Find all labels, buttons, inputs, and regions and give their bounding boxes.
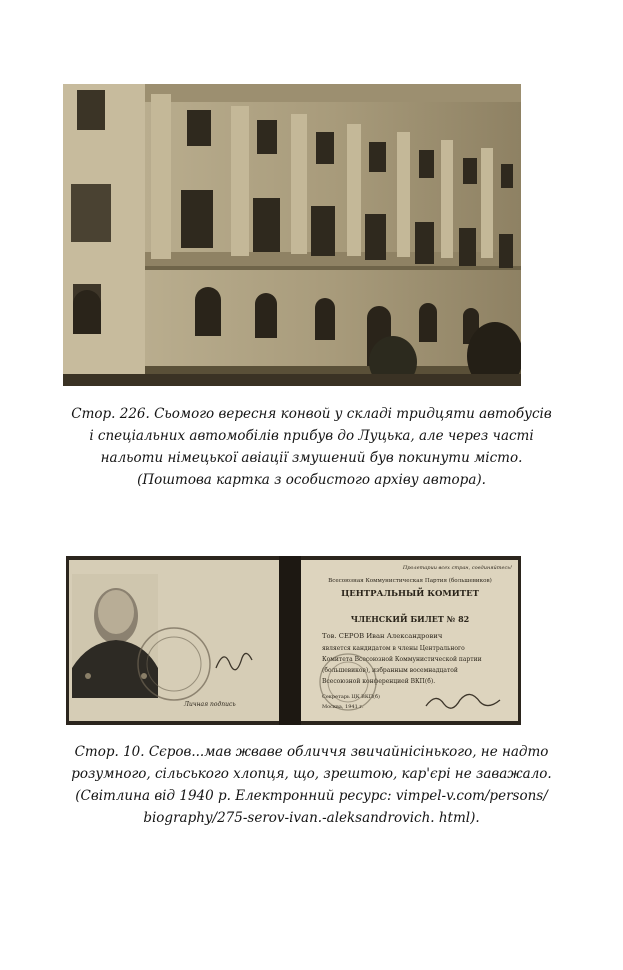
card-body-line: является кандидатом в члены Центрального [322, 645, 465, 652]
card-committee: ЦЕНТРАЛЬНЫЙ КОМИТЕТ [341, 589, 479, 599]
card-holder: Тов. СЕРОВ Иван Александрович [322, 632, 443, 640]
card-title: ЧЛЕНСКИЙ БИЛЕТ № 82 [350, 614, 470, 624]
figure-caption [40, 741, 583, 829]
card-top-note: Пролетарии всех стран, соединяйтесь! [402, 565, 512, 571]
card-footer-line: Секретарь ЦК ВКП(б) [322, 694, 380, 700]
caption-line: (Світлина від 1940 р. Електронний ресурс: vimpel-v.com/persons/ [75, 788, 548, 804]
building-photo [63, 84, 521, 386]
caption-line: нальоти німецької авіації змушений був покинути місто. [100, 450, 523, 466]
card-party-name: Всесоюзная Коммунистическая Партия (большевиков) [328, 578, 492, 584]
caption-line: Стор. 226. Сьомого вересня конвой у складі тридцяти автобусів [71, 406, 552, 422]
card-footer-line: Москва, 1941 г. [322, 704, 364, 710]
card-body-line: (большевиков), избранным восемнадцатой [322, 667, 458, 674]
caption-line: розумного, сільського хлопця, що, зрештою, кар'єрі не заважало. [71, 766, 552, 782]
caption-line: Стор. 10. Сєров...мав жваве обличчя звичайнісінького, не надто [74, 744, 549, 760]
caption-line: (Поштова картка з особистого архіву автора). [137, 472, 486, 488]
caption-line: biography/275-serov-ivan.-aleksandrovich. html). [143, 810, 480, 826]
membership-card-photo [66, 556, 521, 725]
card-body-line: Комитета Всесоюзной Коммунистической партии [322, 656, 482, 663]
signature-label: Личная подпись [184, 701, 236, 708]
caption-line: і спеціальних автомобілів прибув до Луцька, але через часті [89, 428, 534, 444]
card-body-line: Всесоюзной конференцией ВКП(б). [322, 678, 436, 685]
figure-caption [40, 403, 583, 491]
